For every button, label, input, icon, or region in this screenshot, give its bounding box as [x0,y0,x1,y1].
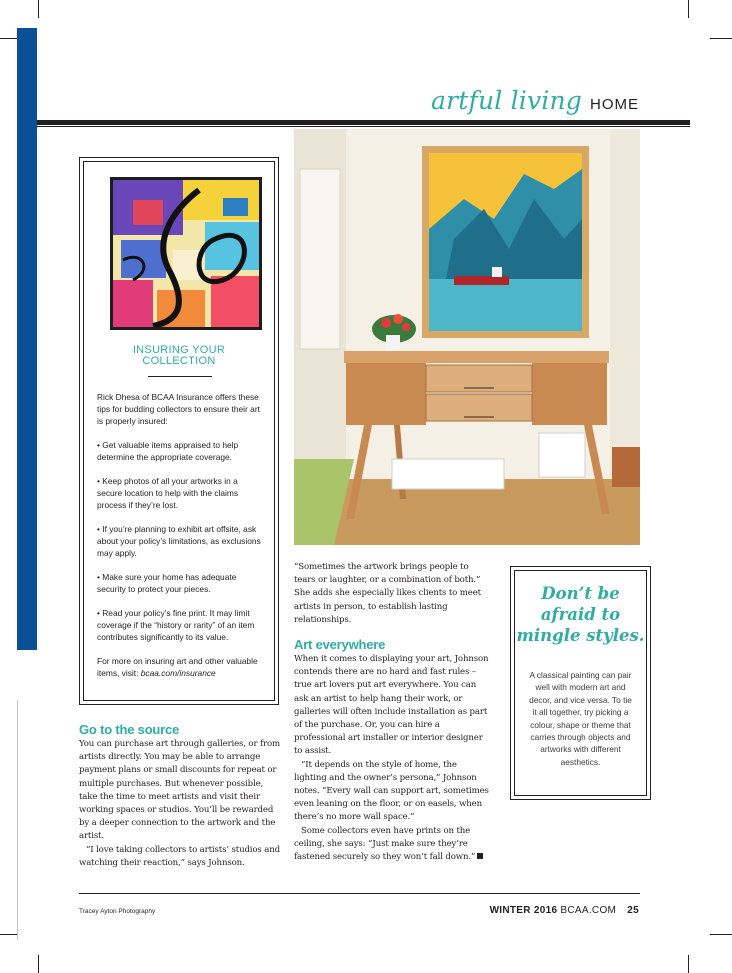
page-number: 25 [627,905,639,916]
body-paragraph [294,825,490,865]
sidebar-tip: • Get valuable items appraised to help determine the appropriate coverage. [97,440,239,462]
section-header [431,86,639,115]
photo-credit: Tracey Ayton Photography [79,908,156,915]
crop-mark [38,0,39,18]
subhead-art-everywhere: Art everywhere [294,637,386,653]
body-column-middle [294,561,490,864]
body-paragraph: “It depends on the style of home, the lighting and the owner’s persona,” Johnson notes. “Every wall can support art, sometimes even leaning on the floor, or on easels, when there’s no more wall space.” [294,759,489,823]
sidebar-tip: • Keep photos of all your artworks in a secure location to help with the claims process if they’re lost. [97,476,239,510]
body-column-left [79,722,282,870]
sidebar-outro [97,655,264,679]
header-rule [37,120,690,125]
pull-quote-inner-frame [514,570,647,796]
folio [490,905,639,916]
sidebar-heading [84,345,274,367]
footer-rule [79,893,640,894]
pull-quote-body: A classical painting can pair well with modern art and decor, and vice versa. To tie it all together, try picking a colour, shape or theme that carries through objects and artworks with different aesthetics. [529,670,632,767]
crop-mark [688,955,689,973]
room-with-painting-graphic [294,129,640,545]
body-paragraph: You can purchase art through galleries, or from artists directly. You may be able to arrange payment plans or small discounts for repeat or multiple purchases. But whenever possible, take the time to meet artists and visit their working spaces or studios. You’ll be rewarded by a deeper connection to the artwork and the artist. [79,739,280,842]
sidebar-tip: • If you’re planning to exhibit art offsite, ask about your policy’s limitations, as exclusions may apply. [97,524,261,558]
crop-mark [0,38,18,39]
crop-mark [710,934,732,935]
sidebar-tip: • Make sure your home has adequate security to protect your pieces. [97,572,237,594]
sidebar-heading-line1: INSURING YOUR [132,344,226,356]
sidebar-outro-text: For more on insuring art and other valuable items, visit: [97,656,258,678]
sidebar-inner-frame [83,161,275,701]
insurance-link[interactable]: bcaa.com/insurance [140,668,216,678]
interior-photo [294,129,640,545]
section-title: artful living [430,86,582,115]
header-rule-thin [37,126,690,127]
site-label: BCAA.COM [560,905,617,916]
sidebar-heading-line2: COLLECTION [142,355,216,367]
abstract-artwork-image [110,177,262,330]
crop-mark [710,38,732,39]
subhead-go-to-source: Go to the source [79,722,180,737]
end-of-article-mark [477,853,483,859]
crop-mark [38,955,39,973]
sidebar-intro: Rick Dhesa of BCAA Insurance offers these tips for budding collectors to ensure their art is properly insured: [97,392,260,426]
crop-mark [0,934,18,935]
spine-color-bar [17,28,37,650]
sidebar-heading-rule [148,376,212,377]
pull-quote-text: Don’t be afraid to mingle styles. [516,584,645,645]
issue-label: WINTER 2016 [489,905,558,916]
sidebar-body [97,391,264,691]
crop-mark [688,0,689,18]
abstract-painting-graphic [113,180,259,327]
body-paragraph-text: Some collectors even have prints on the ceiling, she says: “Just make sure they’re fastened securely so they won’t fall down.” [294,825,476,863]
gutter-line [17,700,18,940]
section-category: HOME [590,96,639,113]
body-paragraph: When it comes to displaying your art, Johnson contends there are no hard and fast rules – true art lovers put art everywhere. You can ask an artist to help hang their work, or galleries will often include installation as part of the purchase. Or, you can hire a professional art installer or interior designer to assist. [294,654,489,757]
body-paragraph: “Sometimes the artwork brings people to tears or laughter, or a combination of both.” She adds she especially likes clients to meet artists in person, to establish lasting relationships. [294,562,481,625]
sidebar-box [79,157,279,705]
sidebar-tip: • Read your policy’s fine print. It may limit coverage if the “history or rarity” of an item contributes significantly to its value. [97,608,255,642]
pull-quote-box [510,566,651,800]
body-paragraph: “I love taking collectors to artists’ studios and watching their reaction,” says Johnson. [79,844,280,868]
